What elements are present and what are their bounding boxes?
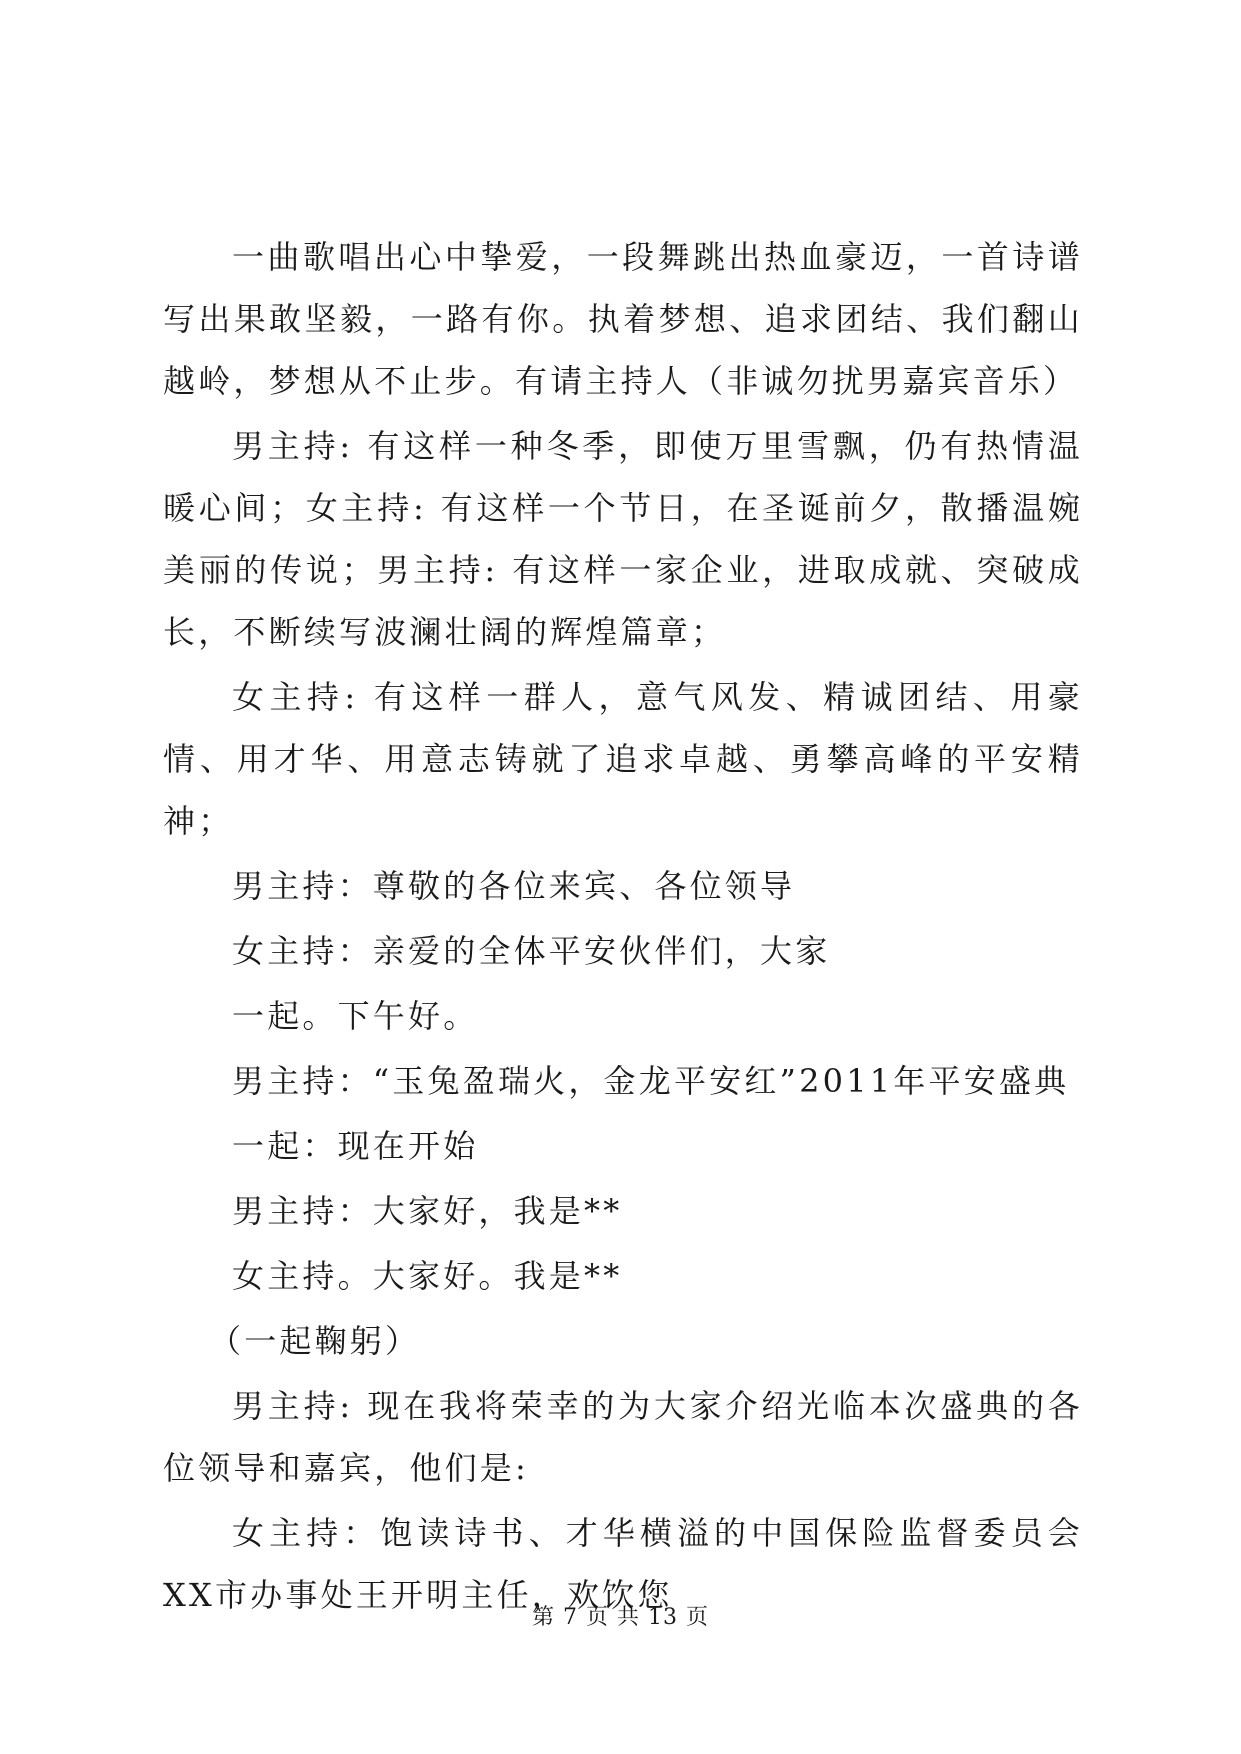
paragraph: 男主持：尊敬的各位来宾、各位领导 (232, 867, 796, 905)
paragraph: 一曲歌唱出心中挚爱，一段舞跳出热血豪迈，一首诗谱写出果敢坚毅，一路有你。执着梦想、追求团结、我们翻山越岭，梦想从不止步。有请主持人（非诚勿扰男嘉宾音乐） (163, 238, 1083, 400)
page-number-footer: 第 7 页 共 13 页 (532, 1605, 709, 1630)
paragraph: 一起。下午好。 (232, 997, 479, 1035)
paragraph: 女主持: 有这样一群人，意气风发、精诚团结、用豪情、用才华、用意志铸就了追求卓越、勇攀高峰的平安精神； (163, 678, 1083, 840)
paragraph: （一起鞠躬） (209, 1322, 421, 1360)
paragraph: 男主持: 有这样一种冬季，即使万里雪飘，仍有热情温暖心间；女主持: 有这样一个节日，在圣诞前夕，散播温婉美丽的传说；男主持: 有这样一家企业，进取成就、突破成长，不断续写波澜壮阔的辉煌篇章； (163, 427, 1083, 651)
paragraph: 男主持: 现在我将荣幸的为大家介绍光临本次盛典的各位领导和嘉宾，他们是: (163, 1387, 1083, 1487)
paragraph: 男主持：大家好，我是** (232, 1192, 623, 1230)
paragraph: 女主持：亲爱的全体平安伙伴们，大家 (232, 932, 831, 970)
paragraph: 女主持。大家好。我是** (232, 1257, 623, 1295)
document-body (163, 226, 1083, 1626)
paragraph: 女主持：饱读诗书、才华横溢的中国保险监督委员会XX市办事处王开明主任，欢饮您 (163, 1514, 1083, 1614)
paragraph: 男主持：“玉兔盈瑞火，金龙平安红”2011年平安盛典 (232, 1062, 1070, 1100)
paragraph: 一起：现在开始 (232, 1127, 479, 1165)
